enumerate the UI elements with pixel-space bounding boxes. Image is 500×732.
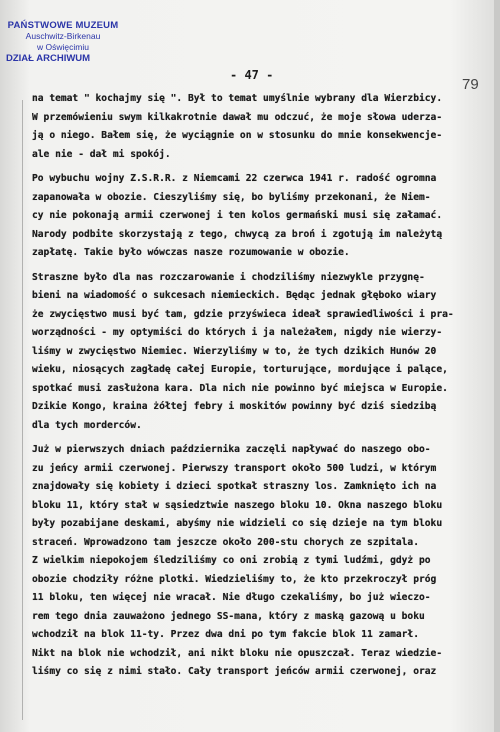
text-line: 11 bloku, ten więcej nie wracał. Nie długo czekaliśmy, bo już wieczo- — [32, 592, 431, 603]
text-line: wchodził na blok 11-ty. Przez dwa dni po tym fakcie blok 11 zamarł. — [32, 629, 419, 640]
margin-rule — [22, 100, 23, 720]
text-line: liśmy co się z nimi stało. Cały transport jeńców armii czerwonej, oraz — [32, 666, 437, 677]
text-line: Z wielkim niepokojem śledziliśmy co oni zrobią z tymi ludźmi, gdyż po — [32, 555, 431, 566]
text-line: Już w pierwszych dniach października zaczęli napływać do naszego obo- — [32, 444, 431, 455]
text-line: bieni na wiadomość o sukcesach niemieckich. Będąc jednak głęboko wiary — [32, 290, 437, 301]
text-line: zapłatę. Takie było wówczas nasze rozumowanie w obozie. — [32, 247, 350, 258]
text-line: Nikt na blok nie wchodził, ani nikt bloku nie opuszczał. Teraz wiedzie- — [32, 647, 443, 659]
text-line: cy nie pokonają armii czerwonej i ten kolos germański musi się załamać. — [32, 210, 443, 221]
stamp-line-department: DZIAŁ ARCHIWUM — [6, 53, 91, 64]
text-line: Straszne było dla nas rozczarowanie i chodziliśmy niezwykle przygnę- — [32, 271, 425, 283]
text-line: worządności - my optymiści do których i ja należałem, nigdy nie wierzy- — [32, 327, 443, 338]
stamp-line-location: Auschwitz-Birkenau — [25, 31, 101, 41]
text-line: Narody podbite skorzystają z tego, chwycą za broń i zgotują im należytą — [32, 228, 443, 240]
text-line: Po wybuchu wojny Z.S.R.R. z Niemcami 22 czerwca 1941 r. radość ogromna — [32, 173, 437, 184]
text-line: zu jeńcy armii czerwonej. Pierwszy transport około 500 ludzi, w którym — [32, 462, 437, 474]
text-line: że zwycięstwo musi być tam, gdzie przyświeca ideał sprawiedliwości i pra- — [32, 308, 454, 320]
text-line: Dzikie Kongo, kraina żółtej febry i moskitów powinny być dziś siedzibą — [32, 401, 437, 412]
typewritten-text — [32, 90, 472, 682]
text-line: ale nie - dał mi spokój. — [32, 148, 171, 160]
archive-stamp — [4, 20, 122, 64]
text-line: zapanowała w obozie. Cieszyliśmy się, bo byliśmy przekonani, że Niem- — [32, 191, 431, 203]
text-line: wieku, niosących zagładę całej Europie, torturujące, mordujące i palące, — [32, 364, 448, 375]
text-line: spotkać musi zasłużona kara. Dla nich nie powinno być miejsca w Europie. — [32, 382, 448, 394]
text-line: dla tych morderców. — [32, 419, 142, 431]
text-line: W przemówieniu swym kilkakrotnie dawał mu odczuć, że moje słowa uderza- — [32, 111, 443, 123]
text-line: rem tego dnia zauważono jednego SS-mana, który z maską gazową u boku — [32, 610, 425, 622]
text-line: znajdowały się kobiety i dzieci spotkał straszny los. Zamknięto ich na — [32, 481, 437, 492]
text-line: liśmy w zwycięstwo Niemiec. Wierzyliśmy w to, że tych dzikich Hunów 20 — [32, 345, 437, 357]
page-edge-shadow — [494, 0, 500, 732]
text-line: obozie chodziły różne plotki. Wiedzieliśmy to, że kto przekroczył próg — [32, 573, 437, 585]
archive-page-number: 79 — [462, 76, 479, 93]
text-line: bloku 11, który stał w sąsiedztwie naszego bloku 10. Okna naszego bloku — [32, 499, 443, 511]
stamp-line-museum: PAŃSTWOWE MUZEUM — [7, 20, 119, 31]
page-number: - 47 - — [230, 68, 274, 82]
stamp-line-city: w Oświęcimiu — [37, 42, 89, 52]
text-line: ją o niego. Bałem się, że wyciągnie on w stosunku do mnie konsekwencje- — [32, 130, 443, 141]
text-line: na temat " kochajmy się ". Był to temat umyślnie wybrany dla Wierzbicy. — [32, 93, 443, 104]
text-line: straceń. Wprowadzono tam jeszcze około 200-stu chorych ze szpitala. — [32, 536, 419, 548]
text-line: były pozabijane deskami, abyśmy nie widzieli co się dzieje na tym bloku — [32, 518, 443, 529]
